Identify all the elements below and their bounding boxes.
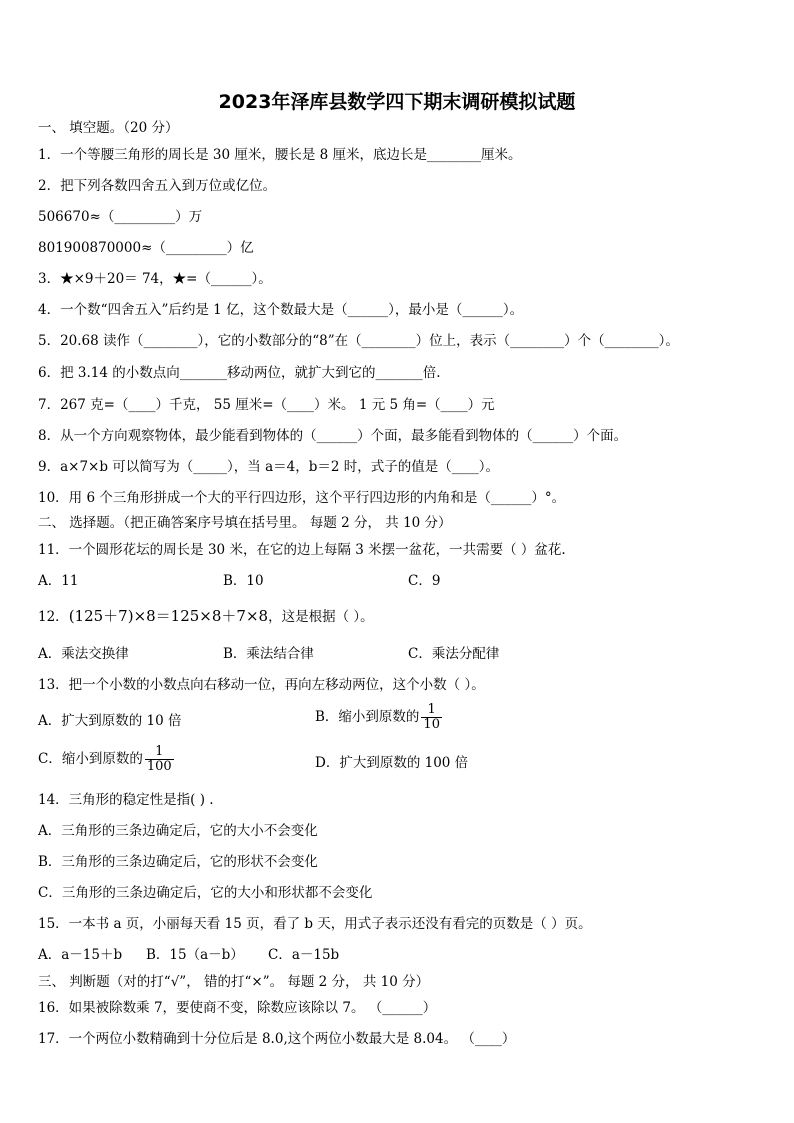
question-11-option-c: C．9 xyxy=(408,573,441,589)
question-10: 10．用 6 个三角形拼成一个大的平行四边形，这个平行四边形的内角和是（______）°。 xyxy=(38,490,566,506)
question-12-formula: (125＋7)×8＝125×8＋7×8 xyxy=(68,607,269,625)
fraction-denominator: 100 xyxy=(146,759,172,774)
section-true-false-heading: 三、 判断题（对的打“√”， 错的打“×”。 每题 2 分， 共 10 分） xyxy=(38,974,430,990)
question-14-option-c: C．三角形的三条边确定后，它的大小和形状都不会变化 xyxy=(38,885,373,901)
fraction-numerator: 1 xyxy=(421,703,442,718)
question-1: 1．一个等腰三角形的周长是 30 厘米，腰长是 8 厘米，底边长是________厘米。 xyxy=(38,147,522,163)
question-13: 13．把一个小数的小数点向右移动一位，再向左移动两位，这个小数（ ）。 xyxy=(38,677,485,693)
fraction-numerator: 1 xyxy=(145,745,174,760)
question-6: 6．把 3.14 的小数点向_______移动两位，就扩大到它的_______倍. xyxy=(38,365,441,381)
section-choice-heading: 二、 选择题。（把正确答案序号填在括号里。 每题 2 分， 共 10 分） xyxy=(38,515,452,531)
question-15-option-c: C．a－15b xyxy=(268,947,340,963)
question-13-option-b-label: B．缩小到原数的 xyxy=(315,709,420,725)
fraction-denominator: 10 xyxy=(423,717,440,732)
question-12-option-b: B．乘法结合律 xyxy=(223,646,314,662)
question-12-option-a: A．乘法交换律 xyxy=(38,646,129,662)
question-9: 9．a×7×b 可以简写为（_____），当 a＝4，b＝2 时，式子的值是（____）。 xyxy=(38,459,499,475)
question-14-option-b: B．三角形的三条边确定后，它的形状不会变化 xyxy=(38,854,318,870)
question-13-option-c-label: C．缩小到原数的 xyxy=(38,751,143,767)
question-11-option-b: B．10 xyxy=(223,573,264,589)
question-12 xyxy=(38,607,374,626)
question-14: 14．三角形的稳定性是指( ) . xyxy=(38,792,214,808)
question-2a: 506670≈（_________）万 xyxy=(38,209,203,225)
question-12-number: 12． xyxy=(38,609,69,625)
question-5: 5．20.68 读作（________），它的小数部分的“8”在（________）位上，表示（________）个（________）。 xyxy=(38,333,679,349)
question-13-option-c xyxy=(38,745,174,774)
question-2: 2．把下列各数四舍五入到万位或亿位。 xyxy=(38,178,277,194)
question-15-option-a: A．a－15＋b xyxy=(38,947,123,963)
question-16: 16．如果被除数乘 7，要使商不变，除数应该除以 7。 （______） xyxy=(38,1000,437,1016)
question-7: 7．267 克=（____）千克， 55 厘米=（____）米。 1 元 5 角=（____）元 xyxy=(38,397,495,413)
question-12-tail: ，这是根据（ ）。 xyxy=(268,609,374,625)
question-11-option-a: A．11 xyxy=(38,573,79,589)
question-13-option-d: D．扩大到原数的 100 倍 xyxy=(315,755,469,771)
question-2b: 801900870000≈（_________）亿 xyxy=(38,240,254,256)
question-12-option-c: C．乘法分配律 xyxy=(408,646,500,662)
question-3: 3．★×9＋20＝ 74，★=（______）。 xyxy=(38,271,272,287)
question-13-option-b xyxy=(315,703,442,732)
question-14-option-a: A．三角形的三条边确定后，它的大小不会变化 xyxy=(38,823,318,839)
question-11: 11．一个圆形花坛的周长是 30 米，在它的边上每隔 3 米摆一盆花，一共需要（ ）盆花. xyxy=(38,542,566,558)
question-13-option-b-fraction xyxy=(421,703,442,732)
section-fill-blank-heading: 一、 填空题。（20 分） xyxy=(38,120,179,136)
question-15-option-b: B．15（a－b） xyxy=(146,947,244,963)
page-title: 2023年泽库县数学四下期末调研模拟试题 xyxy=(218,91,576,113)
question-8: 8．从一个方向观察物体，最少能看到物体的（______）个面，最多能看到物体的（______）个面。 xyxy=(38,428,628,444)
question-13-option-c-fraction xyxy=(145,745,174,774)
question-15: 15．一本书 a 页，小丽每天看 15 页，看了 b 天，用式子表示还没有看完的页数是（ ）页。 xyxy=(38,916,592,932)
question-4: 4．一个数“四舍五入”后约是 1 亿，这个数最大是（______），最小是（______）。 xyxy=(38,302,524,318)
question-13-option-a: A．扩大到原数的 10 倍 xyxy=(38,713,182,729)
question-17: 17．一个两位小数精确到十分位后是 8.0,这个两位小数最大是 8.04。 （____） xyxy=(38,1031,516,1047)
